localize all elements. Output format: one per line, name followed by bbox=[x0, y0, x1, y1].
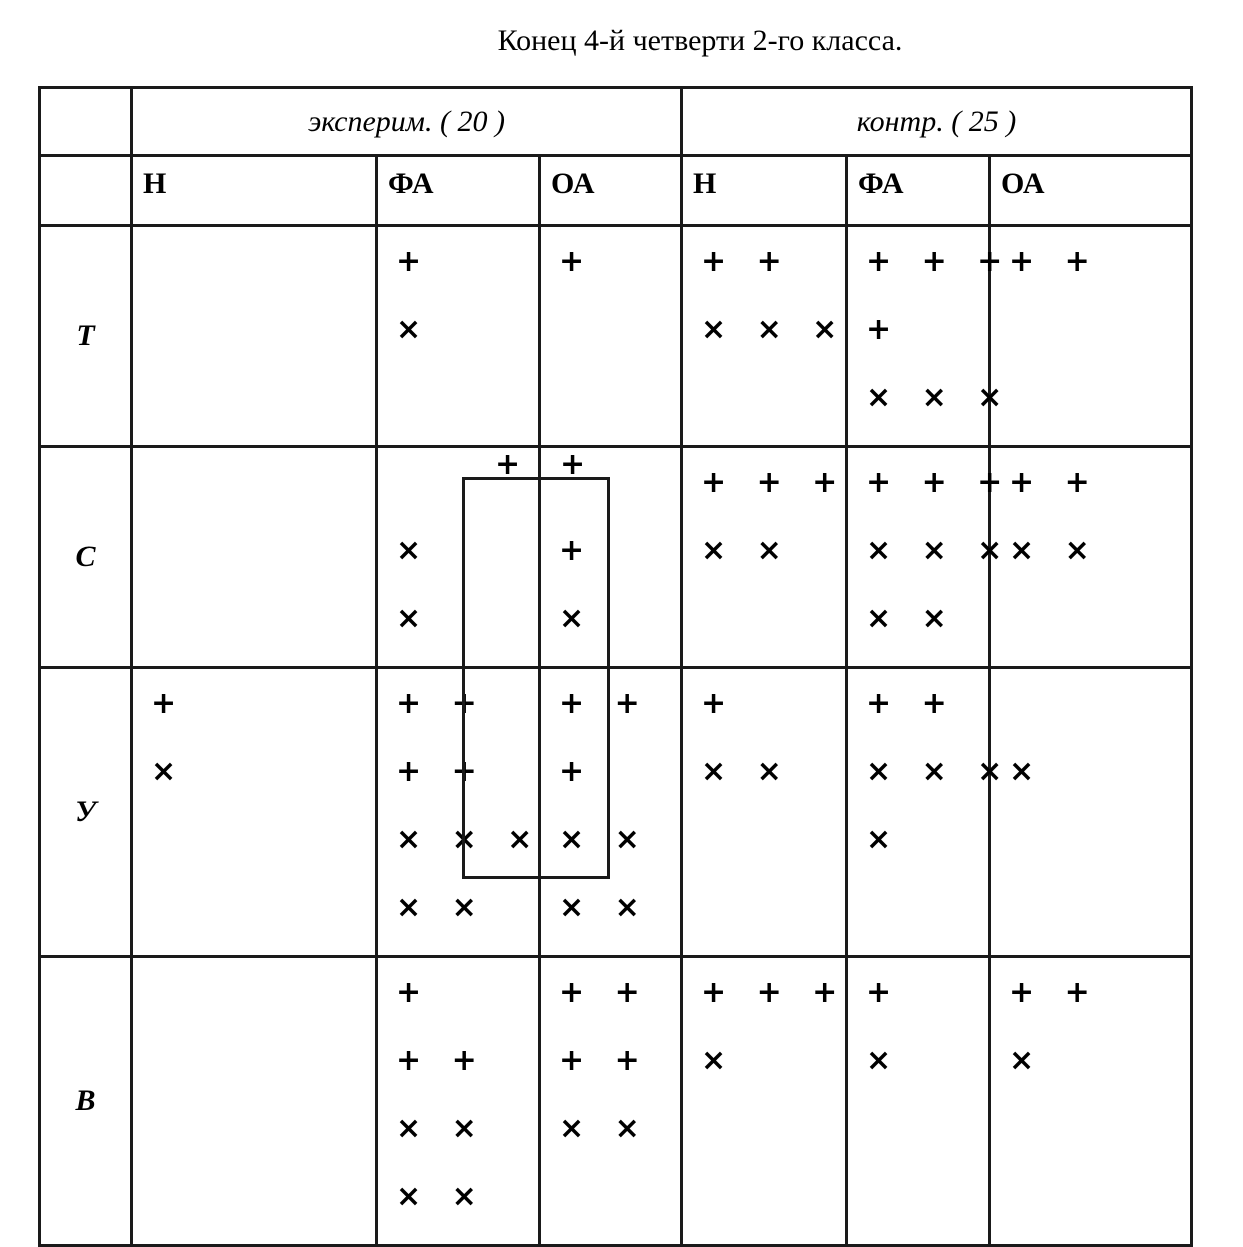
group-header-experimental: эксперим. ( 20 ) bbox=[132, 88, 682, 156]
mark-cell bbox=[990, 957, 1192, 1246]
mark-line: × bbox=[1009, 1043, 1045, 1078]
mark-line: × × bbox=[1009, 533, 1100, 568]
mark-line: + bbox=[151, 686, 187, 721]
mark-line: + + bbox=[1009, 244, 1100, 279]
mark-cell bbox=[682, 668, 847, 957]
mark-cell bbox=[682, 447, 847, 668]
subheader-fa: ФА bbox=[847, 156, 990, 226]
mark-line: × bbox=[866, 822, 902, 857]
mark-cell bbox=[377, 957, 540, 1246]
mark-line: + + bbox=[396, 1043, 487, 1078]
mark-line: + bbox=[559, 533, 595, 568]
mark-cell bbox=[990, 226, 1192, 447]
mark-cell bbox=[540, 957, 682, 1246]
mark-line: × × × bbox=[866, 754, 1013, 789]
mark-line: × bbox=[396, 312, 432, 347]
mark-cell bbox=[682, 226, 847, 447]
table-row bbox=[40, 447, 1192, 668]
plus-mark: + bbox=[495, 447, 521, 482]
mark-line: + + + bbox=[866, 465, 1013, 500]
subheader-row bbox=[40, 156, 1192, 226]
mark-line: + + bbox=[701, 244, 792, 279]
mark-cell bbox=[132, 668, 377, 957]
mark-line: + + + bbox=[701, 975, 848, 1010]
row-label: Т bbox=[40, 226, 132, 447]
mark-line: × × bbox=[701, 754, 792, 789]
corner-cell bbox=[40, 156, 132, 226]
mark-line: + bbox=[396, 975, 432, 1010]
row-label: В bbox=[40, 957, 132, 1246]
mark-line: + bbox=[559, 754, 595, 789]
mark-line: × × × bbox=[866, 533, 1013, 568]
mark-line: + + + bbox=[866, 244, 1013, 279]
row-label: У bbox=[40, 668, 132, 957]
table-row bbox=[40, 957, 1192, 1246]
page-title: Конец 4-й четверти 2-го класса. bbox=[497, 24, 903, 57]
row-label: С bbox=[40, 447, 132, 668]
mark-cell bbox=[132, 447, 377, 668]
mark-cell bbox=[132, 226, 377, 447]
group-header-row bbox=[40, 88, 1192, 156]
subheader-n: Н bbox=[682, 156, 847, 226]
mark-cell bbox=[682, 957, 847, 1246]
results-table bbox=[38, 86, 1193, 1247]
mark-line: + + bbox=[866, 686, 957, 721]
subheader-oa: ОА bbox=[540, 156, 682, 226]
subheader-n: Н bbox=[132, 156, 377, 226]
mark-line: × × bbox=[396, 1111, 487, 1146]
mark-line: × × bbox=[559, 1111, 650, 1146]
mark-cell bbox=[847, 447, 1013, 668]
mark-cell bbox=[847, 668, 1013, 957]
mark-line: × bbox=[151, 754, 187, 789]
plus-mark: + bbox=[560, 447, 586, 482]
mark-line: × × bbox=[396, 890, 487, 925]
mark-line: × × bbox=[701, 533, 792, 568]
mark-cell bbox=[377, 226, 540, 447]
mark-line: × × × bbox=[866, 380, 1013, 415]
mark-cell bbox=[847, 957, 990, 1246]
mark-line bbox=[1009, 683, 1190, 751]
mark-line: × bbox=[559, 601, 595, 636]
mark-line: × × × bbox=[701, 312, 848, 347]
mark-cell bbox=[990, 447, 1192, 668]
corner-cell bbox=[40, 88, 132, 156]
mark-line: + + bbox=[559, 1043, 650, 1078]
mark-line: + + bbox=[1009, 465, 1100, 500]
mark-line: × bbox=[396, 601, 432, 636]
group-header-control: контр. ( 25 ) bbox=[682, 88, 1192, 156]
table-row bbox=[40, 668, 1192, 957]
mark-cell bbox=[847, 226, 1013, 447]
mark-line: + + bbox=[396, 754, 487, 789]
mark-cell bbox=[377, 668, 543, 957]
mark-line: + + bbox=[559, 975, 650, 1010]
subheader-oa: ОА bbox=[990, 156, 1192, 226]
mark-line: × × × bbox=[396, 822, 543, 857]
mark-line: + bbox=[396, 244, 432, 279]
mark-line: × bbox=[1009, 754, 1045, 789]
mark-line: × bbox=[866, 1043, 902, 1078]
mark-cell bbox=[132, 957, 377, 1246]
mark-line: × bbox=[701, 1043, 737, 1078]
mark-line: + + bbox=[1009, 975, 1100, 1010]
mark-line: × × bbox=[866, 601, 957, 636]
mark-line: × bbox=[396, 533, 432, 568]
mark-line: × × bbox=[396, 1179, 487, 1214]
subheader-fa: ФА bbox=[377, 156, 540, 226]
mark-cell bbox=[990, 668, 1192, 957]
mark-cell bbox=[540, 668, 682, 957]
mark-line: + bbox=[559, 244, 595, 279]
mark-line: × × bbox=[559, 890, 650, 925]
mark-line: + + + bbox=[701, 465, 848, 500]
mark-line: + + bbox=[559, 686, 650, 721]
mark-line: + bbox=[866, 975, 902, 1010]
mark-cell bbox=[540, 226, 682, 447]
mark-line: × × bbox=[559, 822, 650, 857]
mark-line: + bbox=[701, 686, 737, 721]
table-row bbox=[40, 226, 1192, 447]
mark-line: + bbox=[866, 312, 902, 347]
mark-line: + + bbox=[396, 686, 487, 721]
